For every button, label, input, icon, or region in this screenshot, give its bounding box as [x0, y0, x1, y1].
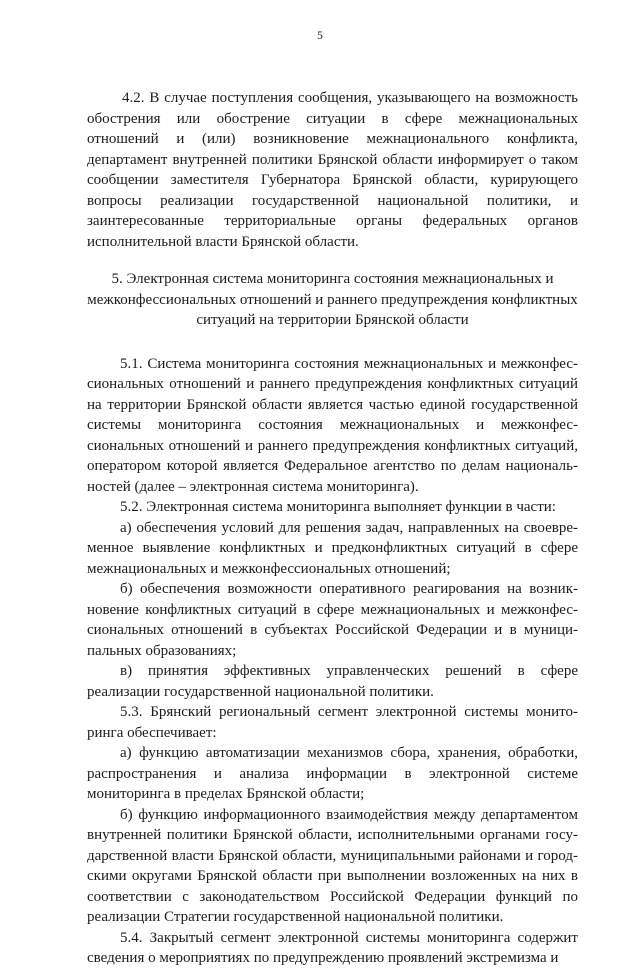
- document-body: [87, 88, 578, 969]
- paragraph-5-1: 5.1. Система мониторинга состояния межнациональных и межконфессиональных отношений и раннего предупреждения конфликтных ситуаций на территории Брянской области является частью единой государственной системы мониторинга состояния межнациональных и межконфессиональных отношений и раннего предупреждения конфликтных ситуаций, оператором которой является Федеральное агентство по делам национальностей (далее – электронная система мониторинга).: [87, 355, 578, 495]
- paragraph-5-3-a: а) функцию автоматизации механизмов сбора, хранения, обработки, распространения и анализа информации в электронной системе мониторинга в пределах Брянской области;: [87, 745, 578, 802]
- section-heading: 5. Электронная система мониторинга состояния межнациональных и межконфессиональных отношений и раннего предупреждения конфликтных ситуаций на территории Брянской области: [87, 271, 578, 328]
- paragraph-5-3-b: б) функцию информационного взаимодействия между департаментом внутренней политики Брянской области, исполнительными органами государственной власти Брянской области, муниципальными районами и городскими округами Брянской области при выполнении возложенных на них в соответствии с законодательством Российской Федерации функций по реализации Стратегии государственной национальной политики.: [87, 806, 578, 925]
- paragraph-5-2-c: в) принятия эффективных управленческих решений в сфере реализации государственной национальной политики.: [87, 663, 578, 700]
- paragraph-5-2: 5.2. Электронная система мониторинга выполняет функции в части:: [120, 499, 556, 515]
- paragraph-5-4: 5.4. Закрытый сегмент электронной системы мониторинга содержит сведения о мероприятиях по предупреждению проявлений экстремизма и: [87, 929, 578, 966]
- page-number: 5: [317, 30, 323, 42]
- paragraph-5-3: 5.3. Брянский региональный сегмент электронной системы мониторинга обеспечивает:: [87, 704, 578, 741]
- paragraph-4-2: 4.2. В случае поступления сообщения, указывающего на возможность обострения или обострение ситуации в сфере межнациональных отношений и (или) возникновение межнационального конфликта, департамент внутренней политики Брянской области информирует о таком сообщении заместителя Губернатора Брянской области, курирующего вопросы реализации государственной национальной политики, и заинтересованные территориальные органы федеральных органов исполнительной власти Брянской области.: [87, 90, 578, 250]
- paragraph-5-2-b: б) обеспечения возможности оперативного реагирования на возникновение конфликтных ситуаций в сфере межнациональных и межконфессиональных отношений в субъектах Российской Федерации и в муниципальных образованиях;: [87, 581, 578, 659]
- paragraph-5-2-a: а) обеспечения условий для решения задач, направленных на своевременное выявление конфликтных и предконфликтных ситуаций в сфере межнациональных и межконфессиональных отношений;: [87, 519, 578, 577]
